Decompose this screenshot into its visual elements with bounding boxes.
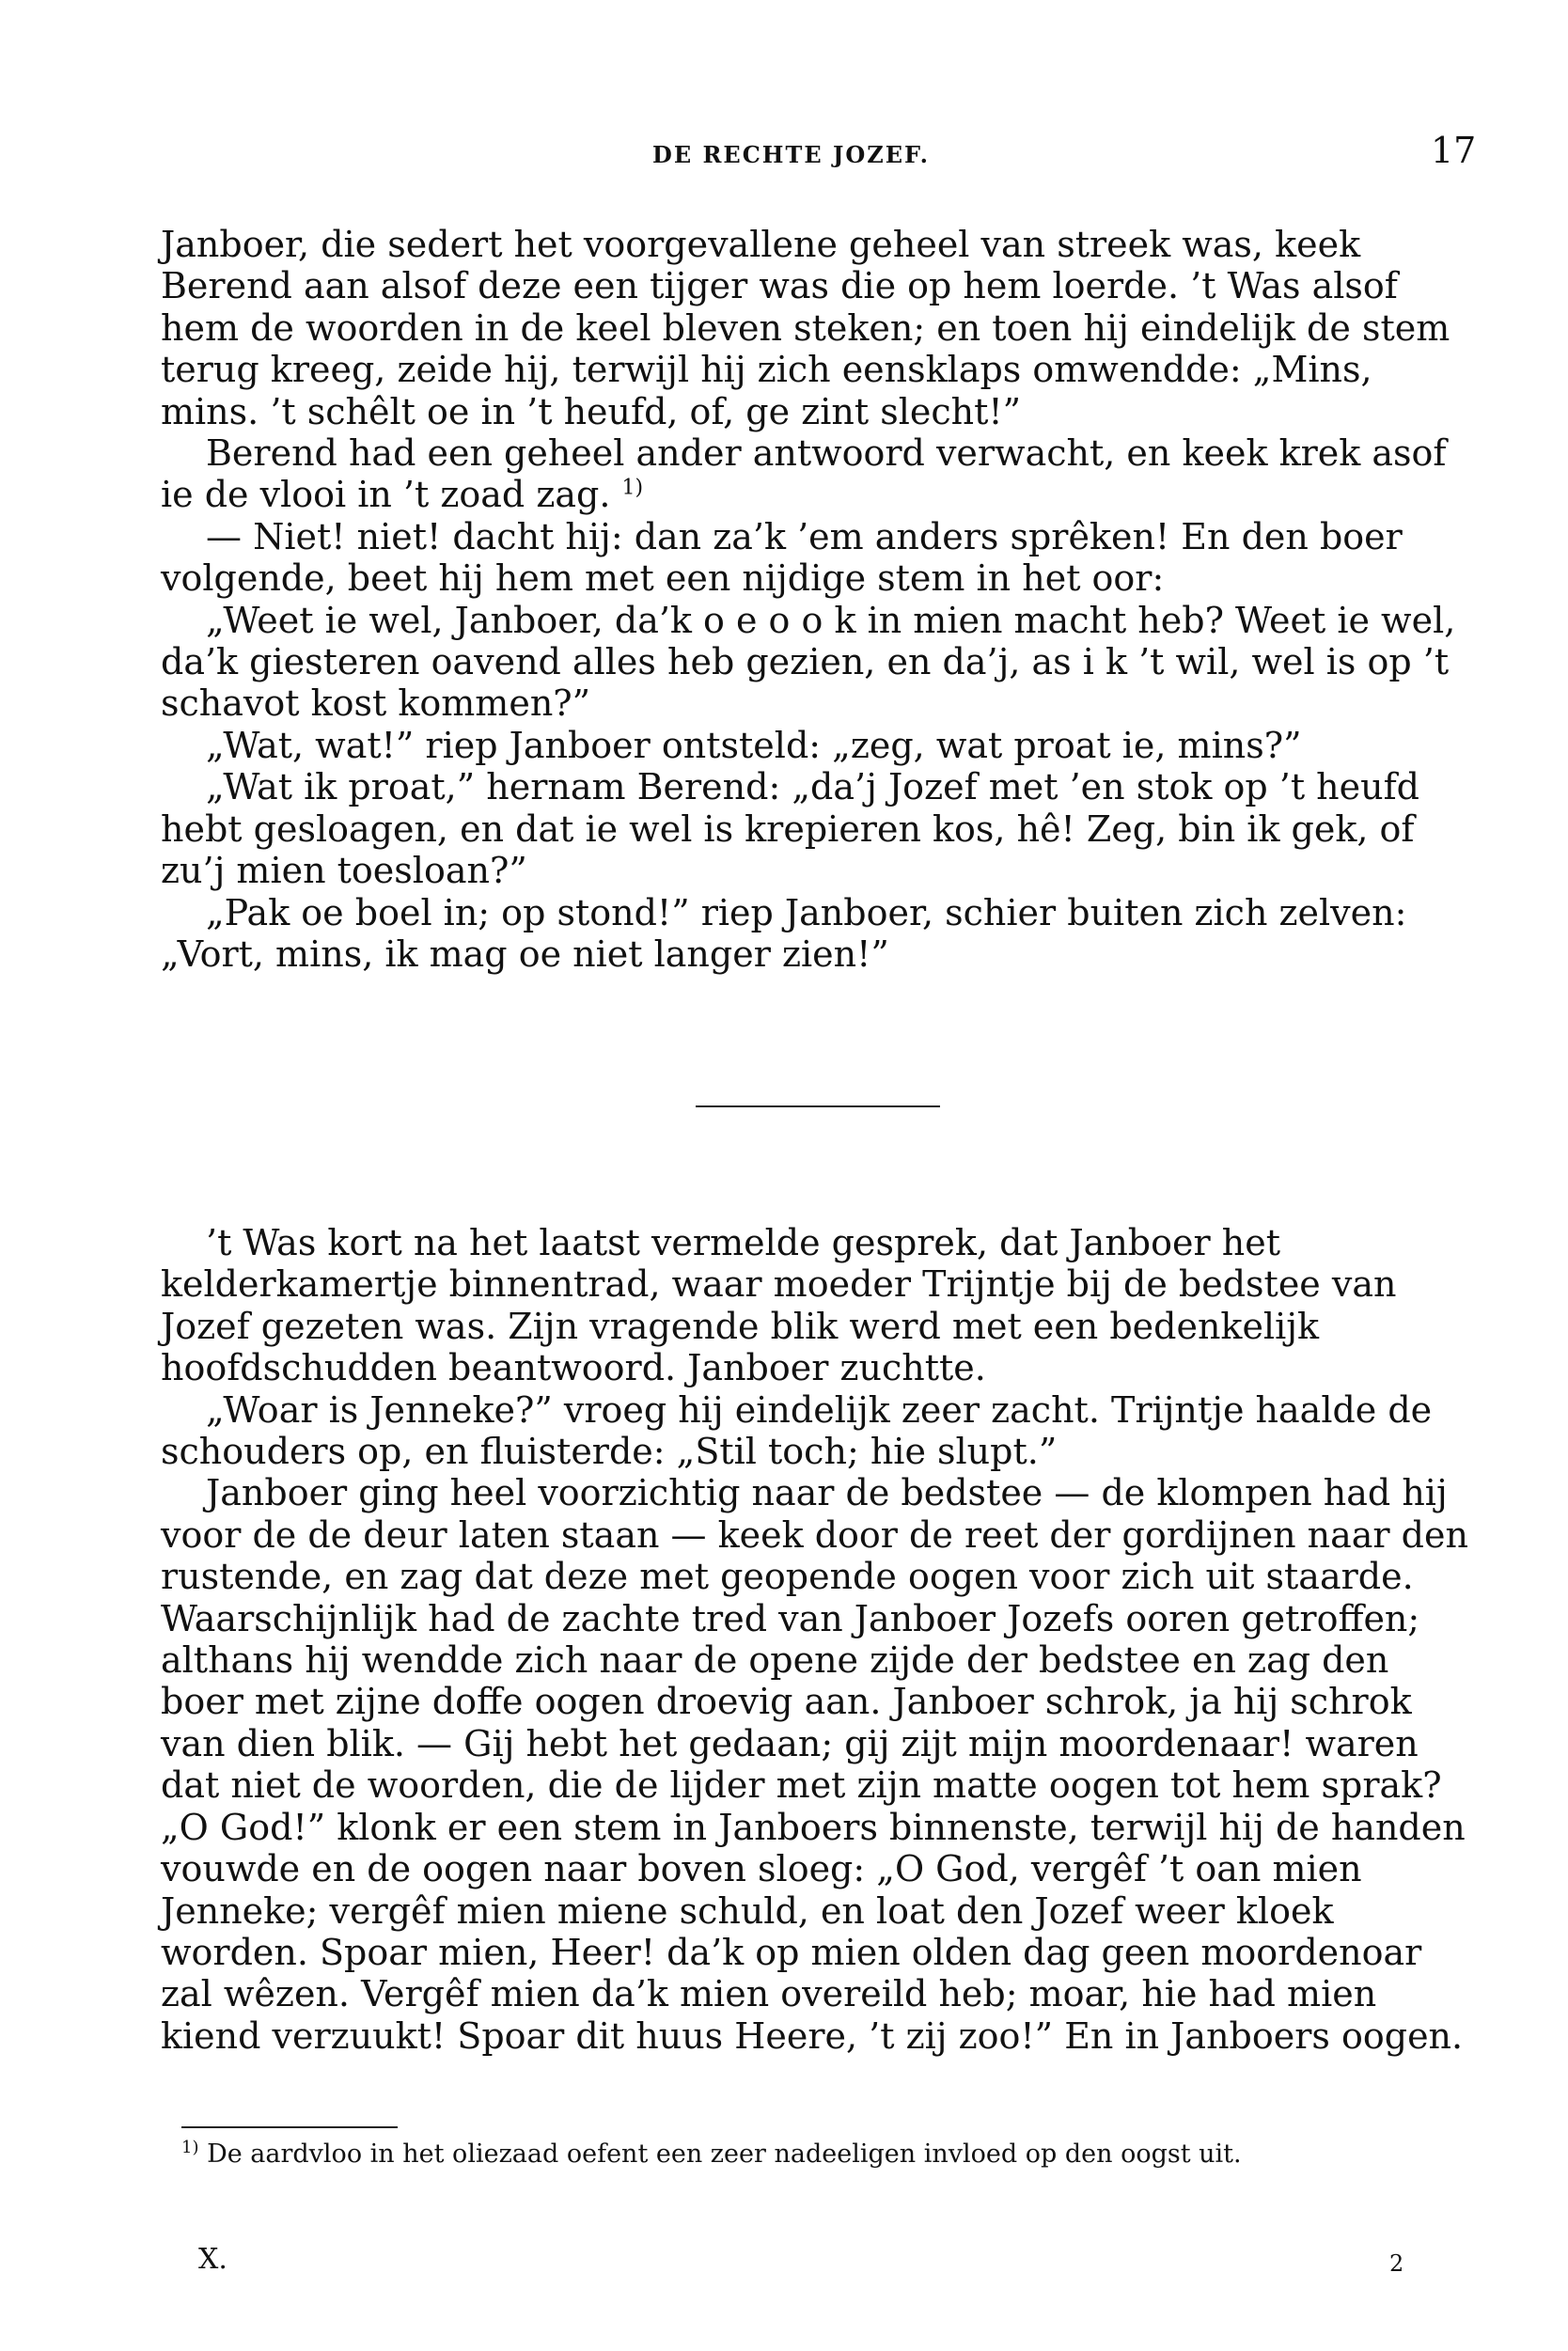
paragraph: „Weet ie wel, Janboer, da’k o e o o k in mien macht heb? Weet ie wel, da’k giesteren oavend alles heb gezien, en da’j, as i k ’t wil, wel is op ’t schavot kost kommen?” — [161, 599, 1456, 725]
paragraph: — Niet! niet! dacht hij: dan za’k ’em anders sprêken! En den boer volgende, beet hij hem met een nijdige stem in het oor: — [161, 515, 1403, 600]
paragraph: „Wat, wat!” riep Janboer ontsteld: „zeg, wat proat ie, mins?” — [206, 724, 1302, 766]
signature-mark-left: X. — [198, 2243, 227, 2276]
footnote-marker: 1) — [181, 2138, 199, 2157]
signature-mark-right: 2 — [1389, 2250, 1404, 2277]
paragraph: Janboer, die sedert het voorgevallene geheel van streek was, keek Berend aan alsof deze een tijger was die op hem loerde. ’t Was alsof hem de woorden in de keel bleven steken; en toen hij eindelijk de stem terug kreeg, zeide hij, terwijl hij zich eensklaps omwendde: „Mins, mins. ’t schêlt oe in ’t heufd, of, ge zint slecht!” — [161, 224, 1450, 432]
running-title: DE RECHTE JOZEF. — [652, 141, 931, 168]
paragraph: ’t Was kort na het laatst vermelde gesprek, dat Janboer het kelderkamertje binnentrad, waar moeder Trijntje bij de bedstee van Jozef gezeten was. Zijn vragende blik werd met een bedenkelijk hoofdschudden beantwoord. Janboer zuchtte. — [161, 1222, 1397, 1389]
footnote-text: De aardvloo in het oliezaad oefent een zeer nadeeligen invloed op den oogst uit. — [207, 2139, 1242, 2169]
text-block-1 — [161, 224, 1477, 975]
paragraph: „Wat ik proat,” hernam Berend: „da’j Jozef met ’en stok op ’t heufd hebt gesloagen, en dat ie wel is krepieren kos, hê! Zeg, bin ik gek, of zu’j mien toesloan?” — [161, 766, 1419, 892]
text-block-2 — [161, 1222, 1477, 2057]
footnote-reference: 1) — [621, 476, 644, 500]
footnote-rule — [181, 2126, 398, 2128]
page-header — [0, 130, 1568, 177]
paragraph — [161, 432, 1477, 516]
paragraph-text: Berend had een geheel ander antwoord verwacht, en keek krek asof ie de vlooi in ’t zoad zag. — [161, 432, 1447, 516]
paragraph: Janboer ging heel voorzichtig naar de bedstee — de klompen had hij voor de de deur laten staan — keek door de reet der gordijnen naar den rustende, en zag dat deze met geopende oogen voor zich uit staarde. Waarschijnlijk had de zachte tred van Janboer Jozefs ooren getroffen; althans hij wendde zich naar de opene zijde der bedstee en zag den boer met zijne doffe oogen droevig aan. Janboer schrok, ja hij schrok van dien blik. — Gij hebt het gedaan; gij zijt mijn moordenaar! waren dat niet de woorden, die de lijder met zijn matte oogen tot hem sprak? „O God!” klonk er een stem in Janboers binnenste, terwijl hij de handen vouwde en de oogen naar boven sloeg: „O God, vergêf ’t oan mien Jenneke; vergêf mien miene schuld, en loat den Jozef weer kloek worden. Spoar mien, Heer! da’k op mien olden dag geen moordenoar zal wêzen. Vergêf mien da’k mien overeild heb; moar, hie had mien kiend verzuukt! Spoar dit huus Heere, ’t zij zoo!” En in Janboers oogen. — [161, 1472, 1468, 2057]
page-number: 17 — [1431, 130, 1477, 171]
section-divider — [696, 1105, 940, 1107]
footnote — [181, 2139, 1497, 2170]
paragraph: „Woar is Jenneke?” vroeg hij eindelijk zeer zacht. Trijntje haalde de schouders op, en fluisterde: „Stil toch; hie slupt.” — [161, 1388, 1433, 1473]
paragraph: „Pak oe boel in; op stond!” riep Janboer, schier buiten zich zelven: „Vort, mins, ik mag oe niet langer zien!” — [161, 891, 1407, 975]
